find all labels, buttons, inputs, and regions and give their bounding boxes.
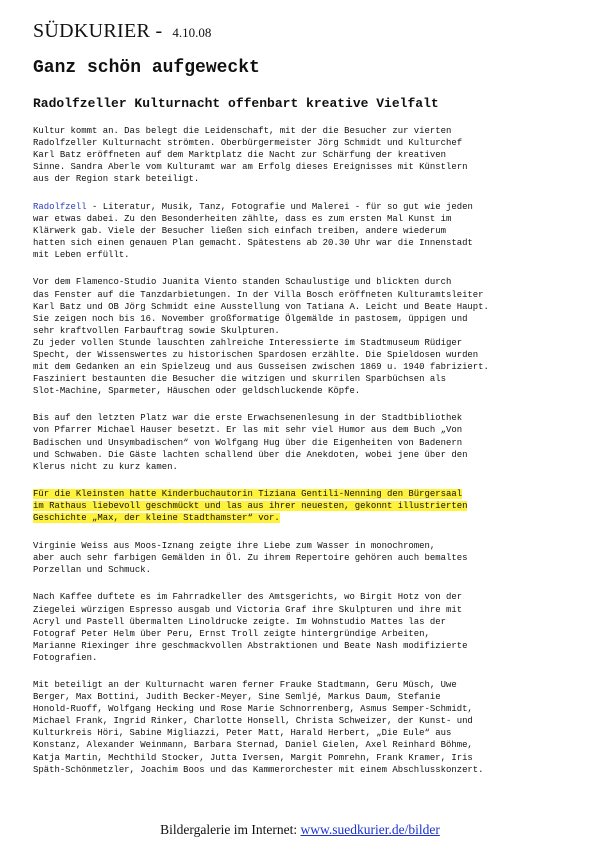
text-line: von Pfarrer Michael Hauser besetzt. Er las mit sehr viel Humor aus dem Buch „Von xyxy=(33,425,463,436)
highlighted-text: im Rathaus liebevoll geschmückt und las aus ihrer neuesten, gekonnt illustrierten xyxy=(33,501,468,512)
subheadline: Radolfzeller Kulturnacht offenbart kreative Vielfalt xyxy=(33,96,439,111)
text-line: Specht, der Wissenswertes zu historischen Spardosen erzählte. Die Spieldosen wurden xyxy=(33,349,479,360)
text-line: mit Leben erfüllt. xyxy=(33,249,130,260)
gallery-footer xyxy=(0,822,600,838)
text-line: Kulturkreis Höri, Sabine Migliazzi, Peter Matt, Harald Herbert, „Die Eule“ aus xyxy=(33,728,452,739)
highlighted-text: Geschichte „Max, der kleine Stadthamster“ vor. xyxy=(33,513,280,524)
text-line: war etwas dabei. Zu den Besonderheiten zählte, dass es zum ersten Mal Kunst im xyxy=(33,213,452,224)
gallery-label: Bildergalerie im Internet: xyxy=(160,822,298,837)
newspaper-name: SÜDKURIER - xyxy=(33,20,163,42)
paragraph-1 xyxy=(33,125,573,185)
paragraph-6 xyxy=(33,540,573,576)
text-line: Fasziniert bestaunten die Besucher die witzigen und skurrilen Sparbüchsen als xyxy=(33,373,446,384)
text-line: Konstanz, Alexander Weinmann, Barbara Sternad, Daniel Gielen, Axel Reinhard Böhme, xyxy=(33,740,473,751)
highlighted-text: Für die Kleinsten hatte Kinderbuchautorin Tiziana Gentili-Nenning den Bürgersaal xyxy=(33,489,463,500)
text-line: Badischen und Unsymbadischen“ von Wolfgang Hug über die Eigenheiten von Badenern xyxy=(33,437,463,448)
text-line: aber auch sehr farbigen Gemälden in Öl. Zu ihrem Repertoire gehören auch bemaltes xyxy=(33,552,468,563)
text-line: Ziegelei würzigen Espresso ausgab und Victoria Graf ihre Skulpturen und ihre mit xyxy=(33,604,463,615)
text-line: Klerus nicht zu kurz kamen. xyxy=(33,461,178,472)
paragraph-3 xyxy=(33,276,573,396)
text-line: Kultur kommt an. Das belegt die Leidenschaft, mit der die Besucher zur vierten xyxy=(33,126,452,136)
highlighted-paragraph xyxy=(33,488,573,524)
text-line: Fotograf Peter Helm über Peru, Ernst Troll zeigte hintergründige Arbeiten, xyxy=(33,628,430,639)
text-line: das Fenster auf die Tanzdarbietungen. In der Villa Bosch eröffneten Kulturamtsleiter xyxy=(33,289,484,300)
text-line: und Schwaben. Die Gäste lachten schallend über die Anekdoten, wobei jene über den xyxy=(33,449,468,460)
paragraph-2 xyxy=(33,201,573,261)
text-line: mit dem Gedanken an ein Spielzeug und aus Gusseisen zwischen 1869 u. 1940 fabriziert. xyxy=(33,361,489,372)
text-line: Karl Batz und OB Jörg Schmidt eine Ausstellung von Tatiana A. Leicht und Beate Haupt. xyxy=(33,301,489,312)
text-line: sehr kraftvollen Farbauftrag sowie Skulpturen. xyxy=(33,325,280,336)
dateline-place: Radolfzell xyxy=(33,201,87,212)
paragraph-7 xyxy=(33,591,573,663)
text-line: Zu jeder vollen Stunde lauschten zahlreiche Interessierte im Stadtmuseum Rüdiger xyxy=(33,337,463,348)
gallery-link[interactable]: www.suedkurier.de/bilder xyxy=(300,822,440,837)
text-line: Sie zeigen noch bis 16. November großformatige Ölgemälde in pastosem, üppigen und xyxy=(33,313,468,324)
text-line: Honold-Ruoff, Wolfgang Hecking und Rose Marie Schnorrenberg, Asmus Semper-Schmidt, xyxy=(33,704,473,715)
text-line: Katja Martin, Mechthild Stocker, Jutta Iversen, Margit Pomrehn, Frank Kramer, Iris xyxy=(33,752,473,763)
text-line: Sinne. Sandra Aberle vom Kulturamt war am Erfolg dieses Ereignisses mit Künstlern xyxy=(33,162,468,173)
text-line: Späth-Schönmetzler, Joachim Boos und das Kammerorchester mit einem Abschlusskonzert. xyxy=(33,764,484,775)
text-line: Slot-Machine, Sparmeter, Häuschen oder geldschluckende Köpfe. xyxy=(33,385,361,396)
headline: Ganz schön aufgeweckt xyxy=(33,58,260,78)
text-line: Nach Kaffee duftete es im Fahrradkeller des Amtsgerichts, wo Birgit Hotz von der xyxy=(33,592,463,603)
text-line: Radolfzeller Kulturnacht strömten. Oberbürgermeister Jörg Schmidt und Kulturchef xyxy=(33,138,463,149)
text-line xyxy=(33,201,573,213)
paragraph-8 xyxy=(33,679,573,775)
text-line: Acryl und Pastell übermalten Linoldrucke zeigte. Im Wohnstudio Mattes las der xyxy=(33,616,446,627)
text-line xyxy=(33,488,573,500)
text-span: - Literatur, Musik, Tanz, Fotografie und Malerei - für so gut wie jeden xyxy=(86,201,473,212)
masthead xyxy=(33,20,211,43)
text-line: Berger, Max Bottini, Judith Becker-Meyer, Sine Semljé, Markus Daum, Stefanie xyxy=(33,692,441,703)
text-line: Virginie Weiss aus Moos-Iznang zeigte ihre Liebe zum Wasser in monochromen, xyxy=(33,540,436,551)
text-line: Porzellan und Schmuck. xyxy=(33,564,151,575)
text-line xyxy=(33,512,573,524)
text-line: Vor dem Flamenco-Studio Juanita Viento standen Schaulustige und blickten durch xyxy=(33,277,452,288)
text-line: aus der Region stark beteiligt. xyxy=(33,174,200,185)
text-line: Klärwerk gab. Viele der Besucher ließen sich einfach treiben, andere wiederum xyxy=(33,225,446,236)
text-line: Fotografien. xyxy=(33,652,98,663)
text-line: hatten sich einen genauen Plan gemacht. Spätestens ab 20.30 Uhr war die Innenstadt xyxy=(33,237,473,248)
text-line: Marianne Riexinger ihre geschmackvollen Abstraktionen und Beate Nash modifizierte xyxy=(33,640,468,651)
text-line: Karl Batz eröffneten auf dem Marktplatz die Nacht zur Schärfung der kreativen xyxy=(33,150,446,161)
publication-date: 4.10.08 xyxy=(172,25,212,40)
text-line xyxy=(33,500,573,512)
paragraph-4 xyxy=(33,412,573,472)
text-line: Michael Frank, Ingrid Rinker, Charlotte Honsell, Christa Schweizer, der Kunst- und xyxy=(33,716,473,727)
article-body xyxy=(33,125,573,791)
text-line: Bis auf den letzten Platz war die erste Erwachsenenlesung in der Stadtbibliothek xyxy=(33,413,463,424)
text-line: Mit beteiligt an der Kulturnacht waren ferner Frauke Stadtmann, Geru Müsch, Uwe xyxy=(33,680,457,691)
